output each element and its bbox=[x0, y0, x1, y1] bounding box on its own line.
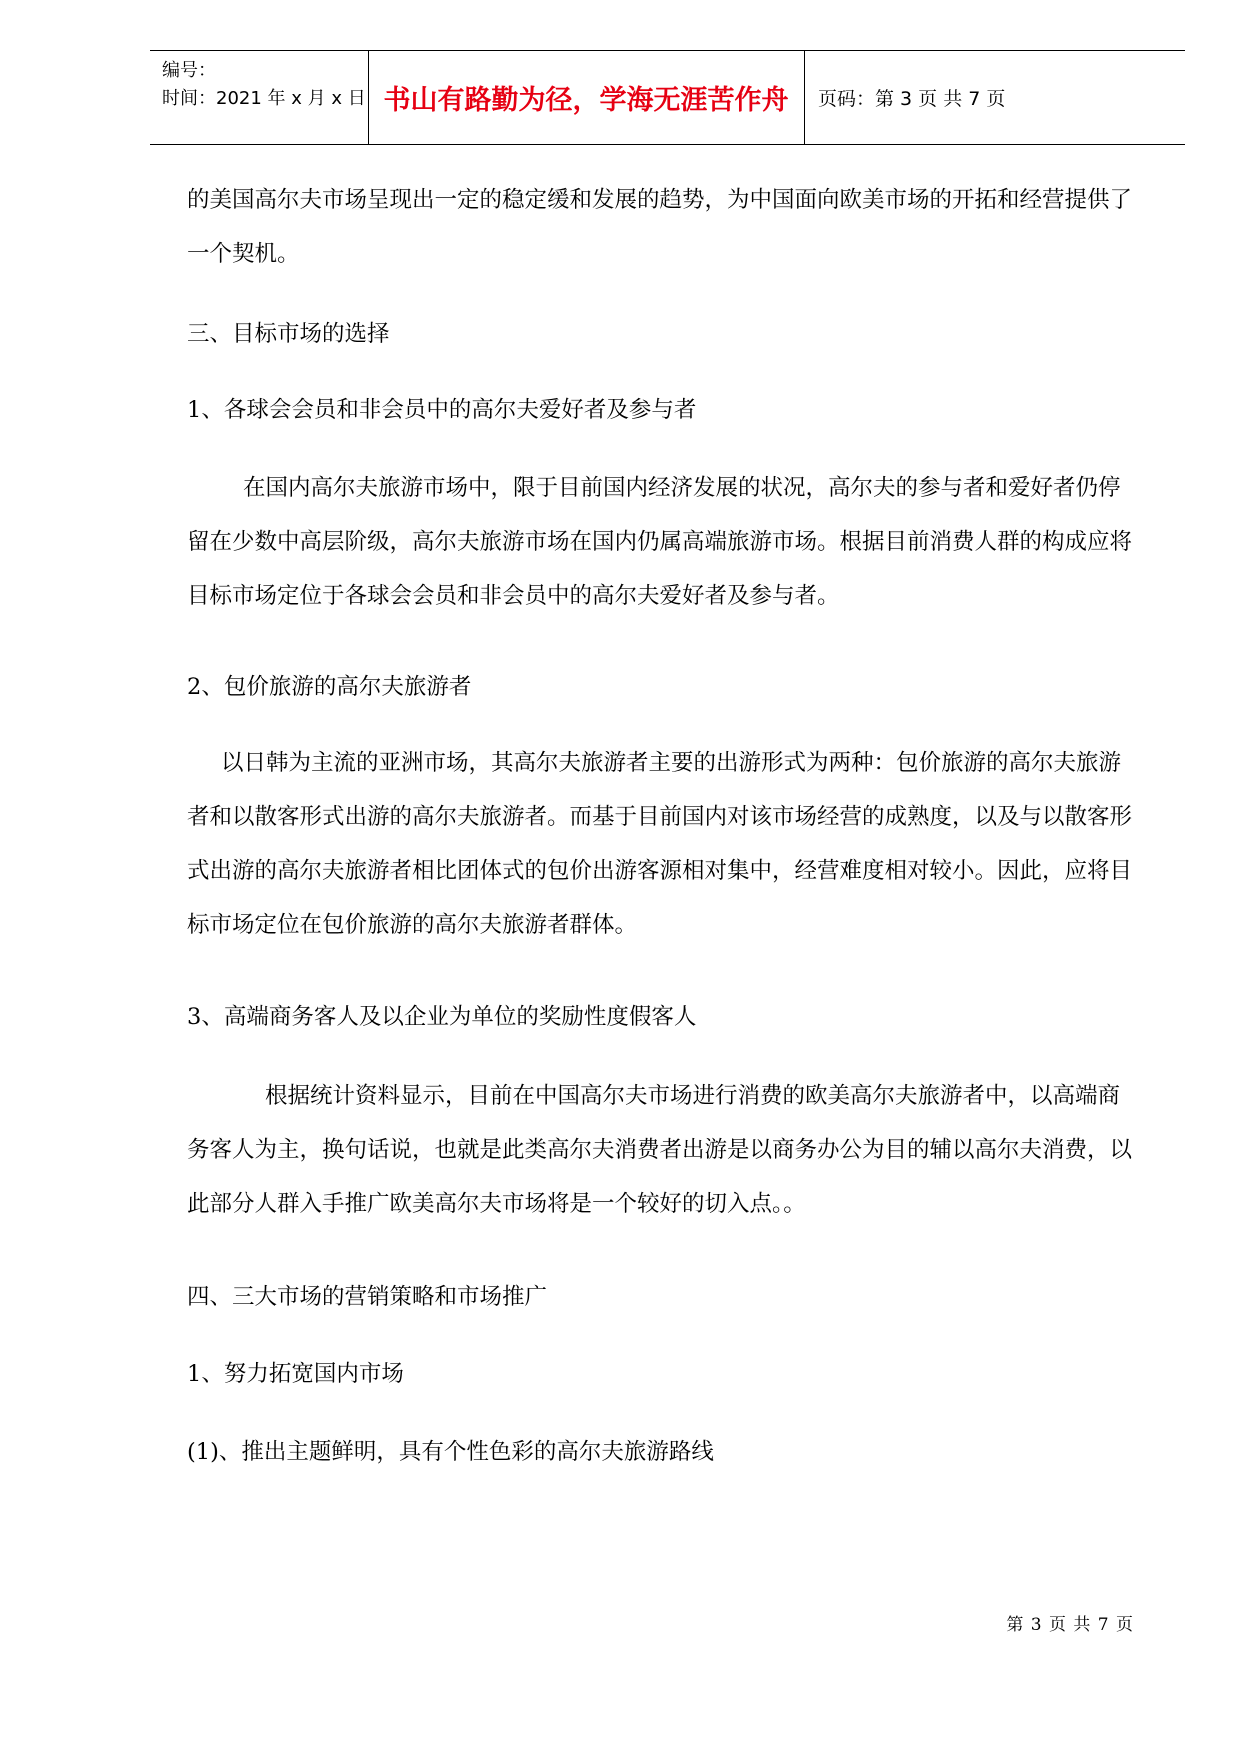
subheading-business-guests: 3、高端商务客人及以企业为单位的奖励性度假客人 bbox=[187, 1004, 697, 1030]
subheading-package-tourists: 2、包价旅游的高尔夫旅游者 bbox=[187, 674, 472, 700]
section-heading-marketing-strategy: 四、三大市场的营销策略和市场推广 bbox=[187, 1284, 548, 1310]
header-motto: 书山有路勤为径，学海无涯苦作舟 bbox=[383, 85, 789, 116]
subheading-themed-routes: (1)、推出主题鲜明，具有个性色彩的高尔夫旅游路线 bbox=[187, 1439, 714, 1465]
page-header bbox=[150, 50, 1185, 145]
paragraph-western-market: 根据统计资料显示，目前在中国高尔夫市场进行消费的欧美高尔夫旅游者中，以高端商务客人为主，换句话说，也就是此类高尔夫消费者出游是以商务办公为目的辅以高尔夫消费，以此部分人群入手推广欧美高尔夫市场将是一个较好的切入点。。 bbox=[187, 1083, 1133, 1217]
paragraph-domestic-market: 在国内高尔夫旅游市场中，限于目前国内经济发展的状况，高尔夫的参与者和爱好者仍停留在少数中高层阶级，高尔夫旅游市场在国内仍属高端旅游市场。根据目前消费人群的构成应将目标市场定位于各球会会员和非会员中的高尔夫爱好者及参与者。 bbox=[187, 475, 1133, 609]
document-date-label: 时间：2021 年 x 月 x 日 bbox=[162, 88, 366, 109]
subheading-club-members: 1、各球会会员和非会员中的高尔夫爱好者及参与者 bbox=[187, 397, 697, 423]
header-page-info: 页码：第 3 页 共 7 页 bbox=[818, 88, 1006, 110]
page-footer: 第 3 页 共 7 页 bbox=[1006, 1615, 1134, 1635]
paragraph-asian-market: 以日韩为主流的亚洲市场，其高尔夫旅游者主要的出游形式为两种：包价旅游的高尔夫旅游者和以散客形式出游的高尔夫旅游者。而基于目前国内对该市场经营的成熟度，以及与以散客形式出游的高尔夫旅游者相比团体式的包价出游客源相对集中，经营难度相对较小。因此，应将目标市场定位在包价旅游的高尔夫旅游者群体。 bbox=[187, 750, 1133, 938]
section-heading-target-market: 三、目标市场的选择 bbox=[187, 321, 390, 347]
subheading-domestic-expansion: 1、努力拓宽国内市场 bbox=[187, 1361, 404, 1387]
header-divider-right bbox=[804, 51, 805, 144]
document-number-label: 编号： bbox=[162, 60, 216, 81]
paragraph-market-trend: 的美国高尔夫市场呈现出一定的稳定缓和发展的趋势，为中国面向欧美市场的开拓和经营提供了一个契机。 bbox=[187, 187, 1133, 267]
